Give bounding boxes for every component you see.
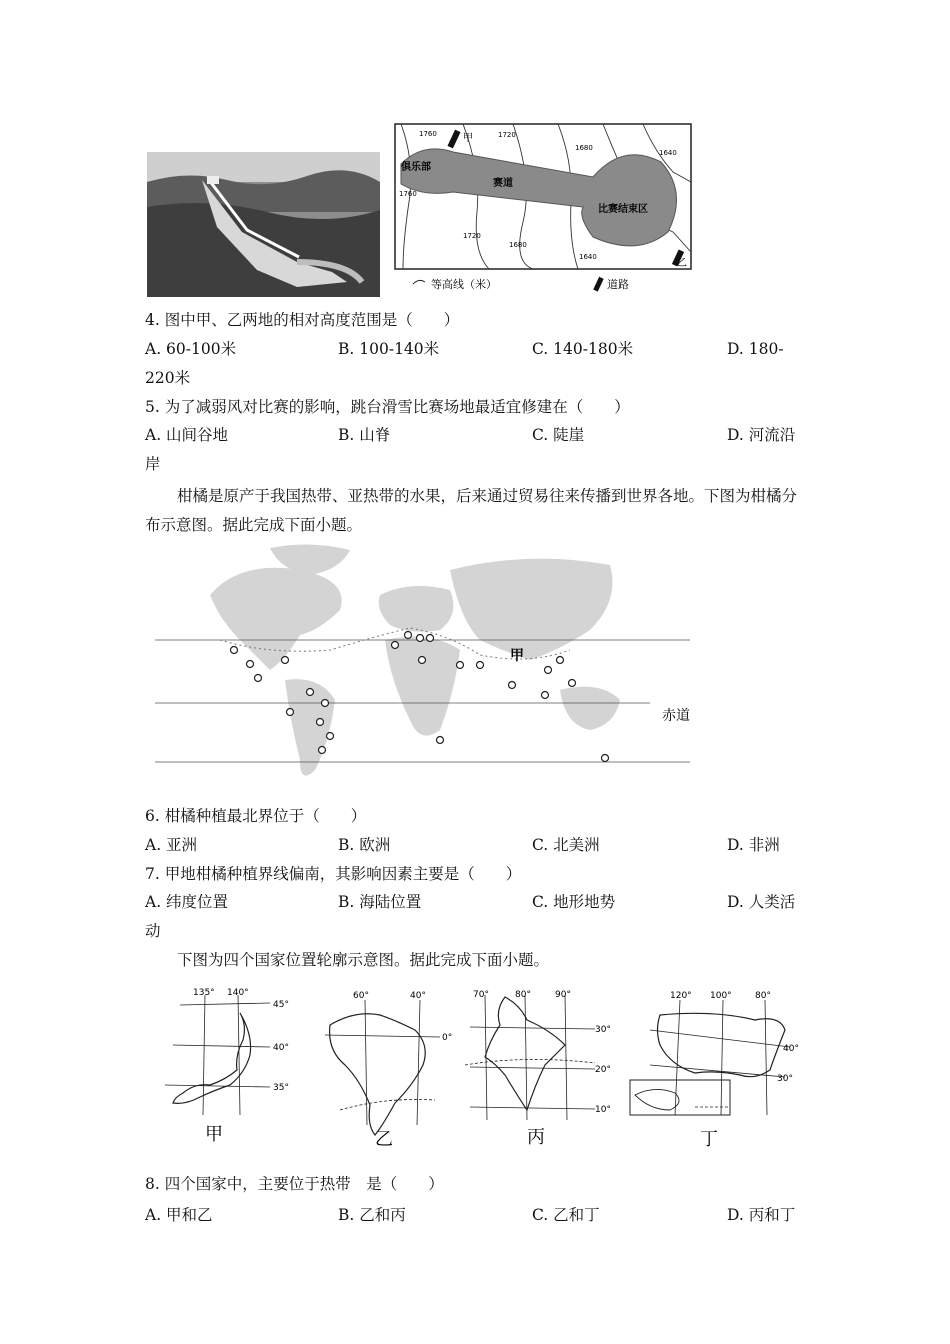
bing-lat-2: 20° <box>595 1065 611 1075</box>
q7-option-d-cont: 动 <box>145 922 161 940</box>
q7-option-b[interactable]: B. 海陆位置 <box>338 893 422 911</box>
map-ding <box>630 1000 790 1115</box>
country-outlines-figure <box>155 985 805 1155</box>
club-label: 俱乐部 <box>401 162 431 173</box>
q7-option-a[interactable]: A. 纬度位置 <box>145 893 229 911</box>
bing-lon-3: 90° <box>555 990 571 1000</box>
q8-option-b[interactable]: B. 乙和丙 <box>338 1206 406 1224</box>
ding-lon-3: 80° <box>755 991 771 1001</box>
point-yi-label: 乙 <box>677 258 687 269</box>
contour-label: 1760 <box>419 130 437 138</box>
equator-label: 赤道 <box>662 708 690 724</box>
ski-jump-photo <box>147 152 380 297</box>
q4-option-b[interactable]: B. 100-140米 <box>338 340 440 358</box>
q5-option-d[interactable]: D. 河流沿 <box>727 426 796 444</box>
q6-stem: 6. 柑橘种植最北界位于（ ） <box>145 807 367 825</box>
q8-stem: 8. 四个国家中，主要位于热带 是（ ） <box>145 1175 444 1193</box>
q6-option-a[interactable]: A. 亚洲 <box>145 836 198 854</box>
yi-lon-1: 60° <box>353 991 369 1001</box>
map-jia <box>165 995 270 1115</box>
q5-stem: 5. 为了减弱风对比赛的影响，跳台滑雪比赛场地最适宜修建在（ ） <box>145 398 630 416</box>
yi-label: 乙 <box>375 1129 393 1150</box>
legend-contour: 等高线（米） <box>431 278 497 291</box>
contour-label: 1680 <box>509 241 527 249</box>
contour-label: 1720 <box>463 232 481 240</box>
bing-label: 丙 <box>527 1127 545 1148</box>
q5-option-d-cont: 岸 <box>145 455 161 473</box>
q7-stem: 7. 甲地柑橘种植界线偏南，其影响因素主要是（ ） <box>145 865 522 883</box>
ding-lon-2: 100° <box>710 991 732 1001</box>
yi-lat-1: 0° <box>442 1033 453 1043</box>
q6-option-d[interactable]: D. 非洲 <box>727 836 780 854</box>
yi-lon-2: 40° <box>410 991 426 1001</box>
jia-lon-1: 135° <box>193 988 215 998</box>
q5-option-c[interactable]: C. 陡崖 <box>532 426 585 444</box>
citrus-world-map <box>150 540 730 795</box>
q4-option-c[interactable]: C. 140-180米 <box>532 340 634 358</box>
contour-map <box>393 122 693 297</box>
q6-option-c[interactable]: C. 北美洲 <box>532 836 600 854</box>
ding-lat-2: 30° <box>777 1074 793 1084</box>
map-bing <box>465 995 595 1120</box>
point-jia-label: 甲 <box>463 133 473 144</box>
q5-option-a[interactable]: A. 山间谷地 <box>145 426 229 444</box>
q4-option-d[interactable]: D. 180- <box>727 340 784 358</box>
q4-option-a[interactable]: A. 60-100米 <box>145 340 237 358</box>
bing-lat-3: 10° <box>595 1105 611 1115</box>
jia-lat-2: 40° <box>273 1043 289 1053</box>
contour-label: 1680 <box>575 144 593 152</box>
ding-lon-1: 120° <box>670 991 692 1001</box>
bing-lat-1: 30° <box>595 1025 611 1035</box>
q8-option-c[interactable]: C. 乙和丁 <box>532 1206 600 1224</box>
finish-area-label: 比赛结束区 <box>598 204 648 215</box>
q8-option-d[interactable]: D. 丙和丁 <box>727 1206 796 1224</box>
contour-label: 1720 <box>498 131 516 139</box>
jia-lat-3: 35° <box>273 1083 289 1093</box>
q7-option-c[interactable]: C. 地形地势 <box>532 893 616 911</box>
road-legend-icon <box>593 277 603 292</box>
q4-stem: 4. 图中甲、乙两地的相对高度范围是（ ） <box>145 311 460 329</box>
bing-lon-2: 80° <box>515 990 531 1000</box>
map-yi <box>325 1000 440 1135</box>
legend-road: 道路 <box>607 278 629 291</box>
q4-option-d-cont: 220米 <box>145 369 191 387</box>
ding-lat-1: 40° <box>783 1044 799 1054</box>
track-label: 赛道 <box>493 178 513 189</box>
q5-option-b[interactable]: B. 山脊 <box>338 426 391 444</box>
countries-intro: 下图为四个国家位置轮廓示意图。据此完成下面小题。 <box>177 951 550 969</box>
q8-option-a[interactable]: A. 甲和乙 <box>145 1206 213 1224</box>
q6-option-b[interactable]: B. 欧洲 <box>338 836 391 854</box>
jia-label: 甲 <box>205 1124 223 1145</box>
q7-option-d[interactable]: D. 人类活 <box>727 893 796 911</box>
jia-lon-2: 140° <box>227 988 249 998</box>
contour-label: 1760 <box>399 190 417 198</box>
contour-label: 1640 <box>659 149 677 157</box>
contour-label: 1640 <box>579 253 597 261</box>
ding-label: 丁 <box>700 1129 718 1150</box>
contour-legend-icon <box>413 280 425 284</box>
citrus-intro: 柑橘是原产于我国热带、亚热带的水果，后来通过贸易往来传播到世界各地。下图为柑橘分布示意图。据此完成下面小题。 <box>145 487 798 534</box>
bing-lon-1: 70° <box>473 990 489 1000</box>
map-jia-label: 甲 <box>510 648 524 664</box>
jia-lat-1: 45° <box>273 1000 289 1010</box>
